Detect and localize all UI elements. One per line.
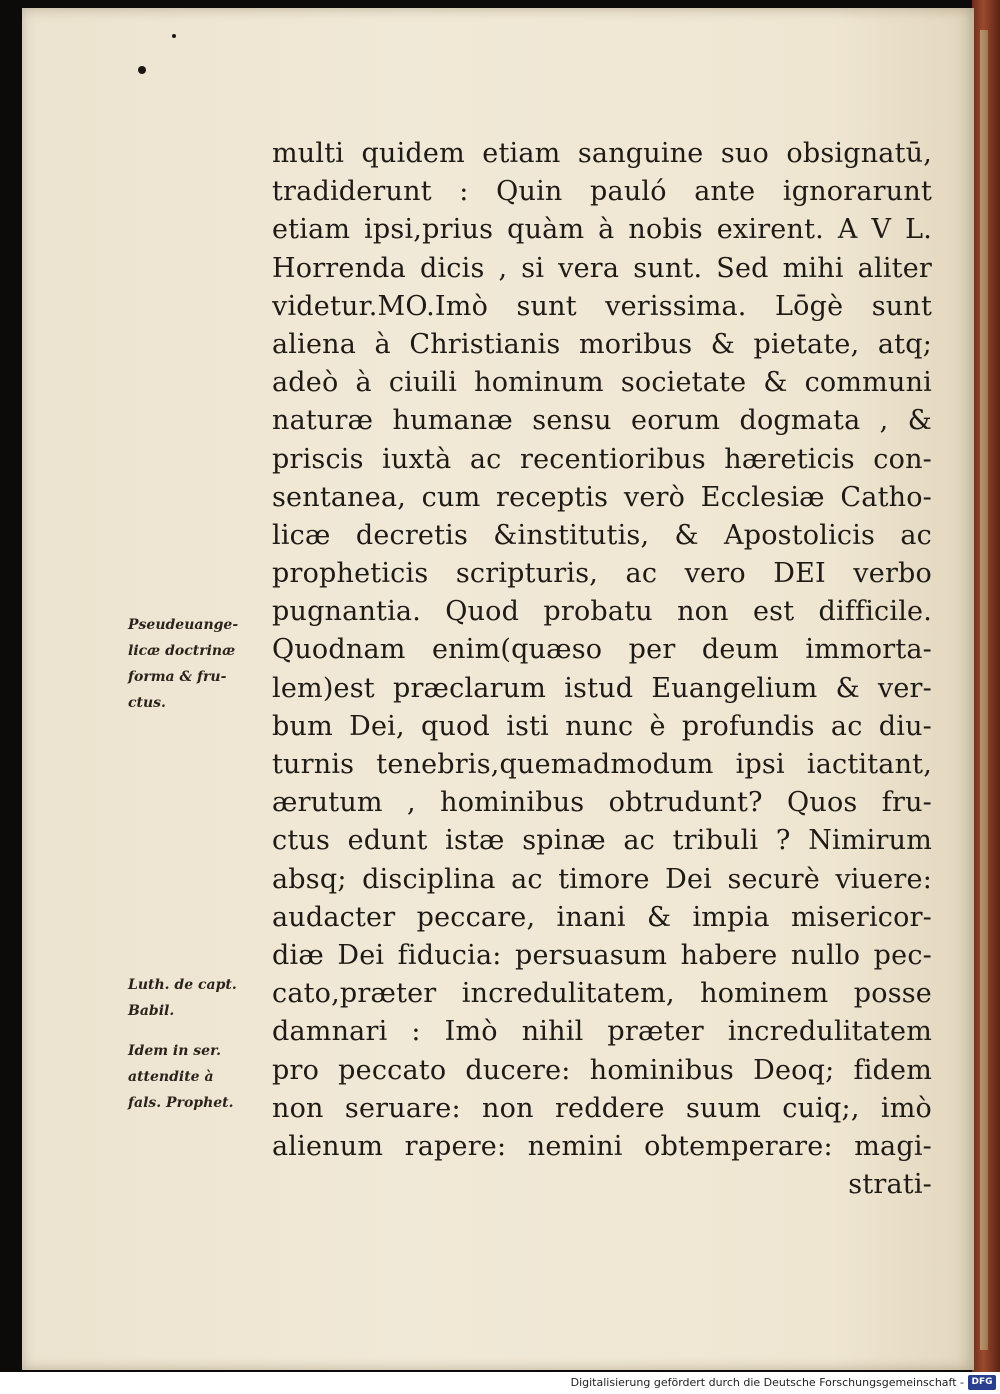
text-line: adeò à ciuili hominum societate & communi [272, 367, 932, 399]
digitization-credit: Digitalisierung gefördert durch die Deutsche Forschungsgemeinschaft - [570, 1376, 964, 1389]
text-line: damnari : Imò nihil præter incredulitatem [272, 1016, 932, 1048]
margin-note-line: Babil. [128, 1003, 175, 1019]
text-line: bum Dei, quod isti nunc è profundis ac diu- [272, 710, 932, 742]
text-line: non seruare: non reddere suum cuiq;, imò [272, 1092, 932, 1124]
text-line: ctus edunt istæ spinæ ac tribuli ? Nimirum [272, 825, 932, 857]
text-line: Horrenda dicis , si vera sunt. Sed mihi aliter [272, 252, 932, 284]
text-line: lem)est præclarum istud Euangelium & ver- [272, 672, 932, 704]
text-line: diæ Dei fiducia: persuasum habere nullo pec- [272, 939, 932, 971]
text-line: ærutum , hominibus obtrudunt? Quos fru- [272, 787, 932, 819]
footer-bar [0, 1372, 1000, 1394]
margin-note-idem-in-sermone [128, 1038, 268, 1116]
text-line: licæ decretis &institutis, & Apostolicis ac [272, 519, 932, 551]
text-line: Quodnam enim(quæso per deum immorta- [272, 634, 932, 666]
text-line: pugnantia. Quod probatu non est difficile. [272, 596, 932, 628]
margin-note-line: attendite à [128, 1069, 214, 1085]
text-line: tradiderunt : Quin pauló ante ignorarunt [272, 176, 932, 208]
text-line: etiam ipsi,prius quàm à nobis exirent. A V L. [272, 214, 932, 246]
margin-note-line: ctus. [128, 695, 166, 711]
text-line: priscis iuxtà ac recentioribus hæreticis con- [272, 443, 932, 475]
text-line: multi quidem etiam sanguine suo obsignatū, [272, 138, 932, 169]
margin-note-line: Luth. de capt. [128, 977, 237, 993]
page-stack-edge [980, 30, 988, 1350]
text-line: strati- [848, 1169, 932, 1201]
margin-note-line: Pseudeuange- [128, 617, 239, 633]
text-line: audacter peccare, inani & impia misericor- [272, 901, 932, 933]
text-line: turnis tenebris,quemadmodum ipsi iactitant, [272, 749, 932, 780]
ink-speck [172, 34, 176, 38]
margin-note-pseudevangelicae [128, 612, 268, 716]
text-line: pro peccato ducere: hominibus Deoq; fidem [272, 1054, 932, 1086]
ink-speck [138, 66, 146, 74]
margin-note-line: forma & fru- [128, 669, 227, 685]
text-line: propheticis scripturis, ac vero DEI verbo [272, 558, 932, 590]
dfg-logo: DFG [968, 1375, 996, 1390]
margin-note-line: fals. Prophet. [128, 1095, 234, 1111]
text-line: sentanea, cum receptis verò Ecclesiæ Catho- [272, 481, 932, 513]
text-line: cato,præter incredulitatem, hominem posse [272, 978, 932, 1010]
main-text-block [272, 135, 932, 1204]
text-line: alienum rapere: nemini obtemperare: magi- [272, 1130, 932, 1162]
text-line: naturæ humanæ sensu eorum dogmata , & [272, 405, 932, 437]
margin-note-line: Idem in ser. [128, 1043, 222, 1059]
text-line: videtur.MO.Imò sunt verissima. Lōgè sunt [272, 290, 932, 322]
text-line: aliena à Christianis moribus & pietate, atq; [272, 328, 932, 360]
margin-note-luther-captivitate [128, 972, 268, 1024]
margin-note-line: licæ doctrinæ [128, 643, 236, 659]
text-line: absq; disciplina ac timore Dei securè viuere: [272, 863, 932, 895]
